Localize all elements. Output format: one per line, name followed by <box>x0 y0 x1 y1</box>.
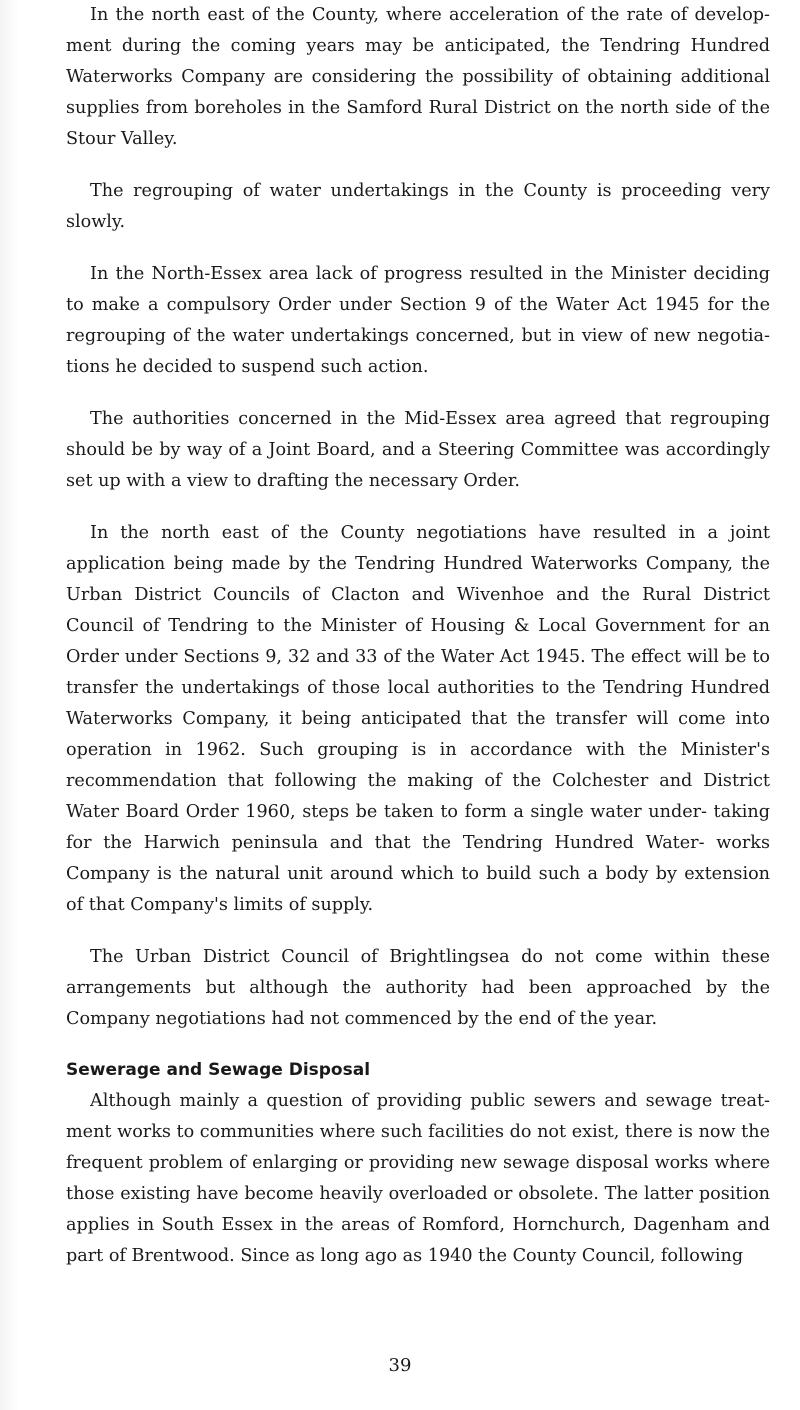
paragraph-3: In the North-Essex area lack of progress resulted in the Minister deciding to make a compulsory Order under Section 9 of the Water Act 1945 for the regrouping of the water undertakings concerned, but in view of new negotia- tions he decided to suspend such action. <box>66 264 770 377</box>
paragraph-2: The regrouping of water undertakings in the County is proceeding very slowly. <box>66 181 770 232</box>
body-text <box>66 0 770 1272</box>
paragraph-4: The authorities concerned in the Mid-Essex area agreed that regrouping should be by way of a Joint Board, and a Steering Committee was accordingly set up with a view to drafting the necessary Order. <box>66 409 770 491</box>
section-heading: Sewerage and Sewage Disposal <box>66 1060 371 1080</box>
page-number: 39 <box>388 1355 412 1376</box>
section-paragraph: Although mainly a question of providing public sewers and sewage treat- ment works to communities where such facilities do not exist, there is now the frequent problem of enlarging or providing new sewage disposal works where those existing have become heavily overloaded or obsolete. The latter position applies in South Essex in the areas of Romford, Hornchurch, Dagenham and part of Brentwood. Since as long ago as 1940 the County Council, following <box>66 1091 770 1266</box>
paragraph-6: The Urban District Council of Brightlingsea do not come within these arrangements but although the authority had been approached by the Company negotiations had not commenced by the end of the year. <box>66 947 770 1029</box>
page-binding-shadow <box>0 0 20 1410</box>
paragraph-5: In the north east of the County negotiations have resulted in a joint application being made by the Tendring Hundred Waterworks Company, the Urban District Councils of Clacton and Wivenhoe and the Rural District Council of Tendring to the Minister of Housing & Local Government for an Order under Sections 9, 32 and 33 of the Water Act 1945. The effect will be to transfer the undertakings of those local authorities to the Tendring Hundred Waterworks Company, it being anticipated that the transfer will come into operation in 1962. Such grouping is in accordance with the Minister's recommendation that following the making of the Colchester and District Water Board Order 1960, steps be taken to form a single water under- taking for the Harwich peninsula and that the Tendring Hundred Water- works Company is the natural unit around which to build such a body by extension of that Company's limits of supply. <box>66 523 770 915</box>
paragraph-1: In the north east of the County, where acceleration of the rate of develop- ment during the coming years may be anticipated, the Tendring Hundred Waterworks Company are considering the possibility of obtaining additional supplies from boreholes in the Samford Rural District on the north side of the Stour Valley. <box>66 5 770 149</box>
